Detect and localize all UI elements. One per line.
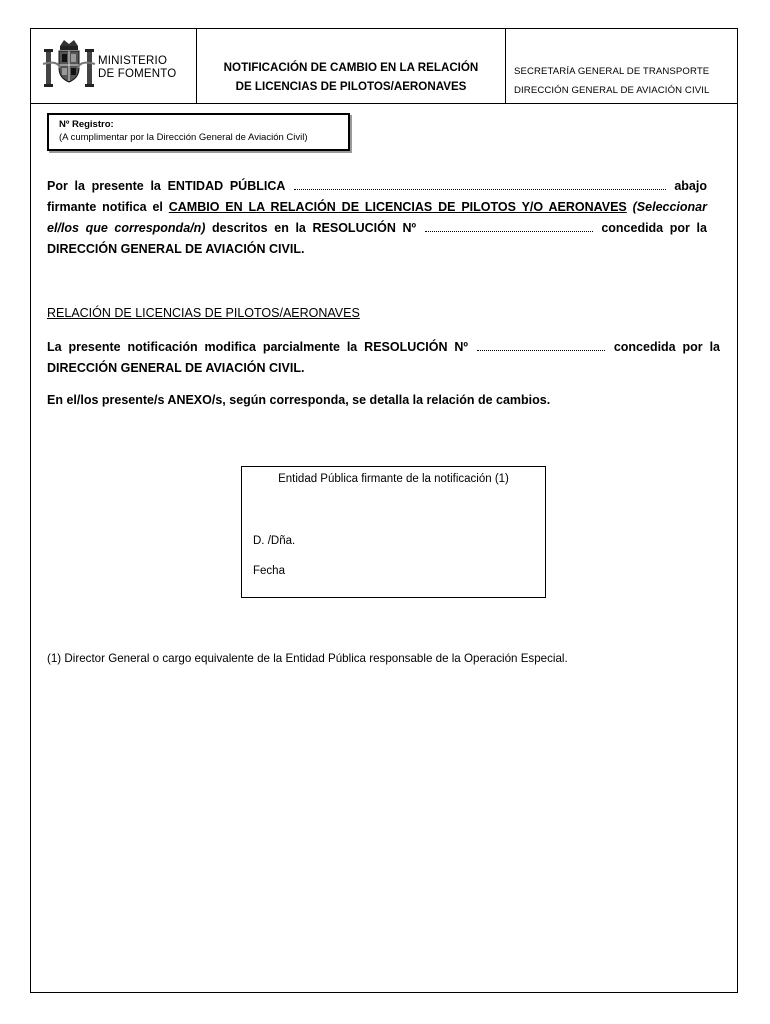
intro-text-3: descritos en la RESOLUCIÓN Nº [212, 221, 417, 235]
change-text: CAMBIO EN LA RELACIÓN DE LICENCIAS DE PILOTOS Y/O AERONAVES [168, 200, 627, 214]
modify-text-2: concedida por la DIRECCIÓN GENERAL DE AVIACIÓN CIVIL. [47, 340, 720, 375]
intro-text-1: Por la presente la ENTIDAD PÚBLICA [47, 179, 285, 193]
document-title [197, 58, 505, 96]
registration-label: Nº Registro: [59, 119, 114, 130]
intro-paragraph [47, 176, 707, 260]
dept-line-1: SECRETARÍA GENERAL DE TRANSPORTE [514, 66, 710, 77]
intro-text-4: concedida por la DIRECCIÓN GENERAL DE AVIACIÓN CIVIL. [47, 221, 707, 256]
public-entity-field[interactable] [294, 176, 666, 190]
intro-text-2: abajo firmante notifica el [47, 179, 707, 214]
footnote: (1) Director General o cargo equivalente de la Entidad Pública responsable de la Operación Especial. [47, 652, 568, 665]
modify-paragraph [47, 337, 720, 379]
registration-note: (A cumplimentar por la Dirección General de Aviación Civil) [59, 132, 308, 143]
select-note: (Seleccionar el/los que corresponda/n) [47, 200, 707, 235]
department-name [514, 62, 709, 100]
ministry-name [98, 55, 176, 81]
signature-title: Entidad Pública firmante de la notificación (1) [278, 473, 509, 485]
dept-line-2: DIRECCIÓN GENERAL DE AVIACIÓN CIVIL [514, 85, 710, 96]
title-line-1: NOTIFICACIÓN DE CAMBIO EN LA RELACIÓN [223, 61, 479, 74]
resolution-number-field[interactable] [425, 218, 593, 232]
ministry-line-1: MINISTERIO [98, 55, 168, 67]
modify-text-1: La presente notificación modifica parcialmente la RESOLUCIÓN Nº [47, 340, 468, 354]
signature-date-label: Fecha [253, 565, 285, 577]
header-divider [505, 28, 506, 103]
signature-name-label: D. /Dña. [253, 535, 296, 547]
registration-box [47, 113, 350, 151]
modified-resolution-field[interactable] [477, 337, 605, 351]
title-line-2: DE LICENCIAS DE PILOTOS/AERONAVES [235, 80, 467, 93]
coat-of-arms-icon [40, 38, 98, 94]
annex-paragraph: En el/los presente/s ANEXO/s, según corresponda, se detalla la relación de cambios. [47, 393, 551, 407]
ministry-line-2: DE FOMENTO [98, 68, 177, 80]
document-header [30, 28, 738, 104]
section-heading: RELACIÓN DE LICENCIAS DE PILOTOS/AERONAVES [47, 306, 360, 320]
signature-box [241, 466, 546, 598]
